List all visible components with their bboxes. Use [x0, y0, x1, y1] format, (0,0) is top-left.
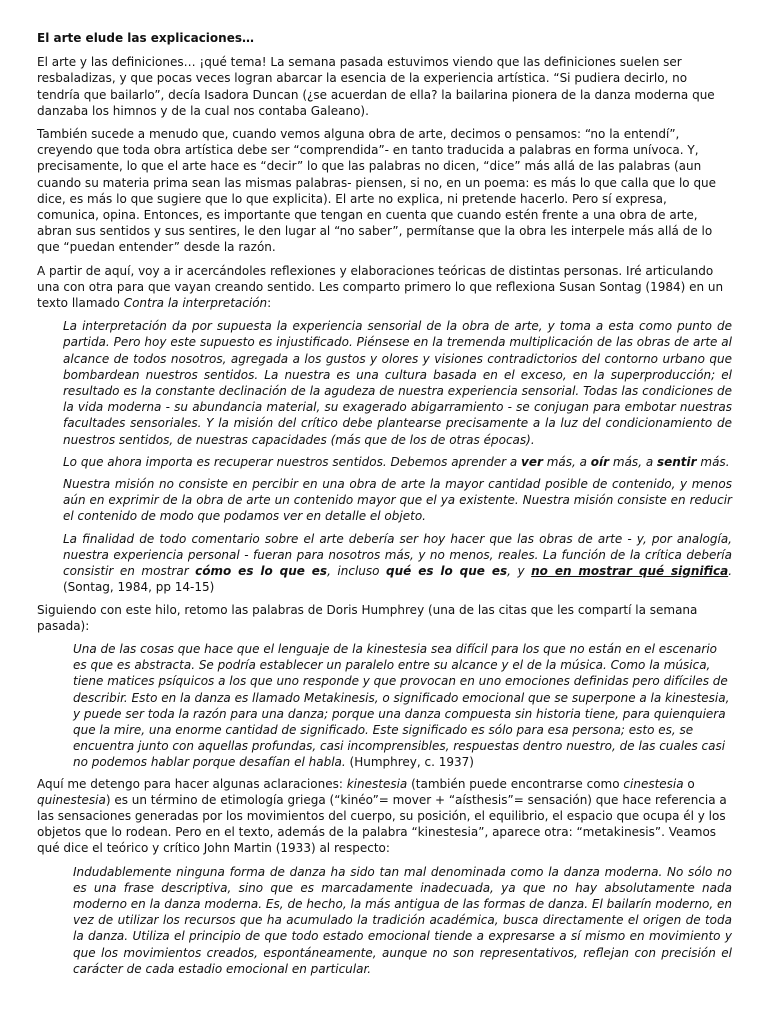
- quote-text: .: [728, 564, 733, 579]
- quote-text: Lo que ahora importa es recuperar nuestros sentidos. Debemos aprender a: [63, 454, 521, 469]
- sontag-quote-1: La interpretación da por supuesta la experiencia sensorial de la obra de arte, y toma a esta como punto de partida. Pero hoy este supuesto es injustificado. Piénsese en la tremenda multiplicación de las obras de arte al alcance de todos nosotros, agregada a los gustos y olores y visiones contradictorios del contorno urbano que bombardean nuestros sentidos. La nuestra es una cultura basada en el exceso, en la superproducción; el resultado es la constante declinación de la agudeza de nuestra experiencia sensorial. Todas las condiciones de la vida moderna - su abundancia material, su exagerado abigarramiento - se conjugan para embotar nuestras facultades sensoriales. Y la misión del crítico debe plantearse precisamente a la luz del condicionamiento de nuestros sentidos, de nuestras capacidades (más que de los de otras épocas).: [63, 319, 732, 447]
- quote-text: más, a: [542, 454, 591, 469]
- term-kinestesia: kinestesia: [346, 776, 408, 791]
- quote-text: , y: [507, 564, 532, 579]
- sontag-citation: (Sontag, 1984, pp 14-15): [63, 580, 215, 595]
- emphasis-como: cómo es lo que es: [195, 564, 328, 579]
- sontag-intro-text: A partir de aquí, voy a ir acercándoles reflexiones y elaboraciones teóricas de distintas personas. Iré articulando una con otra para que vayan creando sentido. Les comparto primero lo que reflexiona Susan Sontag (1984) en un texto llamado: [37, 263, 724, 311]
- para-text: ) es un término de etimología griega (“kinéo”= mover + “aísthesis”= sensación) que hace referencia a las sensaciones generadas por los movimientos del cuerpo, su posición, el equilibrio, el espacio que ocupa él y los objetos que lo rodean. Pero en el texto, además de la palabra “kinestesia”, aparece otra: “metakinesis”. Veamos qué dice el teórico y crítico John Martin (1933) al respecto:: [37, 792, 727, 856]
- emphasis-oir: oír: [590, 454, 610, 469]
- paragraph-kinestesia: [37, 776, 732, 857]
- paragraph-understanding: También sucede a menudo que, cuando vemos alguna obra de arte, decimos o pensamos: “no la entendí”, creyendo que toda obra artística debe ser “comprendida”- en tanto traducida a palabras en forma unívoca. Y, precisamente, lo que el arte hace es “decir” lo que las palabras no dicen, “dice” más allá de las palabras (aun cuando su materia prima sean las mismas palabras- piensen, si no, en un poema: es más lo que calla que lo que dice, es más lo que sugiere que lo que explicita). El arte no explica, ni pretende hacerlo. Pero sí expresa, comunica, opina. Entonces, es importante que tengan en cuenta que cuando estén frente a una obra de arte, abran sus sentidos y sus sentires, le den lugar al “no saber”, permítanse que la obra les interpele más allá de lo que “puedan entender” desde la razón.: [37, 127, 717, 255]
- term-cinestesia: cinestesia: [623, 776, 684, 791]
- emphasis-que: qué es lo que es: [386, 564, 508, 579]
- sontag-quote-2: [63, 454, 732, 470]
- martin-quote: Indudablemente ninguna forma de danza ha sido tan mal denominada como la danza moderna. No sólo no es una frase descriptiva, sino que es marcadamente inadecuada, ya que no hay absolutamente nada moderno en la danza moderna. Es, de hecho, la más antigua de las formas de danza. El bailarín moderno, en vez de utilizar los recursos que ha acumulado la tradición académica, busca directamente el origen de toda la danza. Utiliza el principio de que todo estado emocional tiende a expresarse a sí mismo en movimiento y que los movimientos creados, espontáneamente, aunque no son representativos, reflejan con precisión el carácter de cada estadio emocional en particular.: [73, 864, 732, 976]
- quote-text: Una de las cosas que hace que el lenguaje de la kinestesia sea difícil para los que no están en el escenario es que es abstracta. Se podría establecer un paralelo entre su alcance y el de la música. Como la música, tiene matices psíquicos a los que uno responde y que provocan en uno emociones definidas pero difíciles de describir. Esto en la danza es llamado Metakinesis, o significado emocional que se superpone a la kinestesia, y puede ser toda la razón para una danza; porque una danza compuesta sin historia tiene, para quienquiera que la mire, una enorme cantidad de significado. Este significado es sólo para esa persona; esto es, se encuentra junto con aquellas profundas, casi incomprensibles, respuestas dentro nuestro, de las cuales casi no podemos hablar porque desafían el habla.: [73, 641, 730, 770]
- paragraph-sontag-intro: [37, 263, 732, 312]
- para-text: Aquí me detengo para hacer algunas aclaraciones:: [37, 776, 347, 791]
- quote-text: , incluso: [327, 564, 387, 579]
- humphrey-citation: (Humphrey, c. 1937): [345, 755, 474, 770]
- quote-text: más, a: [609, 454, 657, 469]
- para-text: (también puede encontrarse como: [407, 776, 624, 791]
- emphasis-sentir: sentir: [656, 454, 697, 469]
- document-title: El arte elude las explicaciones…: [37, 31, 254, 45]
- humphrey-quote: [73, 641, 732, 771]
- paragraph-humphrey-intro: Siguiendo con este hilo, retomo las palabras de Doris Humphrey (una de las citas que les compartí la semana pasada):: [37, 602, 698, 633]
- sontag-quote-3: Nuestra misión no consiste en percibir en una obra de arte la mayor cantidad posible de contenido, y menos aún en exprimir de la obra de arte un contenido mayor que el ya existente. Nuestra misión consiste en reducir el contenido de modo que podamos ver en detalle el objeto.: [63, 477, 732, 524]
- emphasis-ver: ver: [521, 454, 543, 469]
- sontag-quote-4: [63, 531, 732, 596]
- emphasis-no-significa: no en mostrar qué significa: [531, 564, 729, 579]
- paragraph-intro: El arte y las definiciones… ¡qué tema! La semana pasada estuvimos viendo que las definiciones suelen ser resbaladizas, y que pocas veces logran abarcar la esencia de la experiencia artística. “Si pudiera decirlo, no tendría que bailarlo”, decía Isadora Duncan (¿se acuerdan de ella? la bailarina pionera de la danza moderna que danzaba los himnos y de la cual nos contaba Galeano).: [37, 55, 715, 118]
- term-quinestesia: quinestesia: [37, 792, 106, 807]
- sontag-intro-colon: :: [267, 296, 272, 311]
- para-text: o: [683, 776, 695, 791]
- quote-text: más.: [696, 454, 730, 469]
- book-title: Contra la interpretación: [123, 296, 268, 311]
- document-page: [37, 30, 732, 984]
- quote-text: La finalidad de todo comentario sobre el arte debería ser hoy hacer que las obras de arte - y, por analogía, nuestra experiencia personal - fueran para nosotros más, y no menos, reales. La función de la crítica debería consistir en mostrar: [63, 531, 732, 579]
